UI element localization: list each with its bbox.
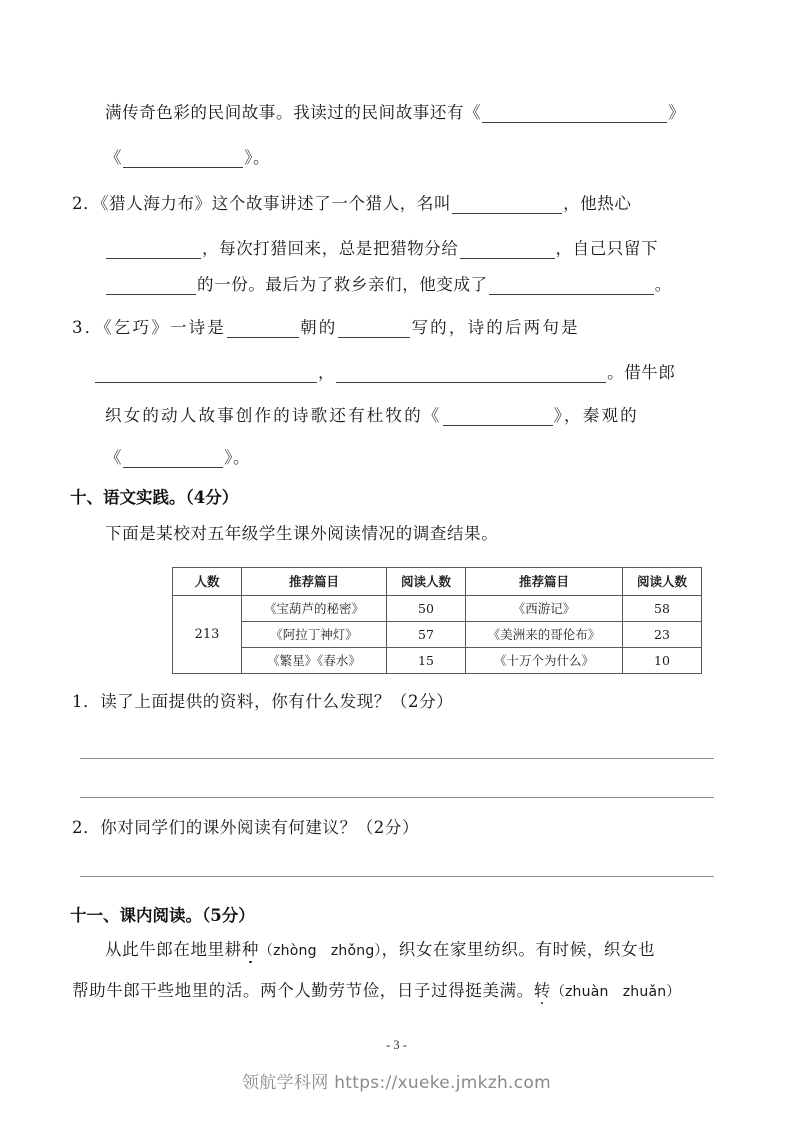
header-cell-title-2: 推荐篇目 <box>466 568 623 596</box>
cell-title-left: 《宝葫芦的秘密》 <box>242 596 387 622</box>
cell-count-left: 57 <box>387 622 466 648</box>
cell-count-right: 58 <box>623 596 702 622</box>
cell-title-right: 《十万个为什么》 <box>466 648 623 674</box>
blank-field[interactable] <box>106 243 201 259</box>
site-watermark: 领航学科网 https://xueke.jmkzh.com <box>242 1073 551 1093</box>
section-ten-question-1-text: 读了上面提供的资料，你有什么发现？（2分） <box>100 692 454 711</box>
question-2-seg2: ，他热心 <box>563 194 632 213</box>
question-2-line-2 <box>105 239 658 259</box>
pinyin-zhuan: （zhuàn zhuǎn） <box>550 984 681 1000</box>
question-3-line-4 <box>105 448 250 468</box>
answer-rule[interactable] <box>80 758 714 759</box>
question-2-seg1: 《猎人海力布》这个故事讲述了一个猎人，名叫 <box>100 194 452 213</box>
question-3-number: 3． <box>72 318 104 337</box>
blank-field[interactable] <box>338 322 410 338</box>
blank-field[interactable] <box>460 243 555 259</box>
passage-line-1 <box>105 940 655 961</box>
carryover-line-2-suffix: 》。 <box>244 148 271 167</box>
blank-field[interactable] <box>482 107 667 123</box>
carryover-line-2 <box>105 148 270 168</box>
blank-field[interactable] <box>227 322 299 338</box>
passage-line-1-text-a: 从此牛郎在地里耕 <box>105 940 242 959</box>
question-2-line-3 <box>105 275 672 295</box>
section-ten-question-2-text: 你对同学们的课外阅读有何建议？（2分） <box>100 818 420 837</box>
reading-survey-table <box>172 567 702 674</box>
carryover-line-1 <box>105 103 685 123</box>
cell-title-left: 《繁星》《春水》 <box>242 648 387 674</box>
carryover-line-1-suffix: 》 <box>668 103 686 122</box>
cell-title-left: 《阿拉丁神灯》 <box>242 622 387 648</box>
blank-field[interactable] <box>123 452 223 468</box>
table-row <box>173 648 702 674</box>
question-3-line-2 <box>94 363 676 383</box>
question-2-seg4: ，自己只留下 <box>555 239 659 258</box>
section-ten-question-1-number: 1． <box>72 692 101 711</box>
cell-total-count: 213 <box>173 596 242 674</box>
cell-title-right: 《西游记》 <box>466 596 623 622</box>
page-number: - 3 - <box>386 1038 407 1052</box>
section-ten-question-1 <box>72 692 453 712</box>
cell-count-left: 15 <box>387 648 466 674</box>
question-3-seg9: 》。 <box>224 448 251 467</box>
section-eleven-heading: 十一、课内阅读。（5分） <box>70 906 255 925</box>
section-ten-question-2-number: 2． <box>72 818 101 837</box>
blank-field[interactable] <box>123 152 243 168</box>
answer-rule[interactable] <box>80 876 714 877</box>
blank-field[interactable] <box>106 279 196 295</box>
table-row <box>173 622 702 648</box>
header-cell-title-1: 推荐篇目 <box>242 568 387 596</box>
polyphonic-char-zhuan: 转 <box>533 981 551 1000</box>
blank-field[interactable] <box>95 367 317 383</box>
blank-field[interactable] <box>489 279 654 295</box>
cell-count-left: 50 <box>387 596 466 622</box>
question-3-seg2: 朝的 <box>300 318 338 337</box>
question-2-number: 2． <box>72 194 101 213</box>
cell-title-right: 《美洲来的哥伦布》 <box>466 622 623 648</box>
table-row <box>173 596 702 622</box>
question-3-seg3: 写的，诗的后两句是 <box>411 318 580 337</box>
question-2-seg6: 。 <box>654 275 672 294</box>
carryover-line-1-text: 满传奇色彩的民间故事。我读过的民间故事还有《 <box>105 103 482 122</box>
question-3-seg8: 《 <box>105 448 123 467</box>
section-ten-heading: 十、语文实践。（4分） <box>70 488 239 507</box>
section-ten-question-2 <box>72 818 419 838</box>
table-header-row <box>173 568 702 596</box>
pinyin-zhong: （zhòng zhǒng） <box>258 943 382 959</box>
blank-field[interactable] <box>452 198 562 214</box>
header-cell-count: 人数 <box>173 568 242 596</box>
cell-count-right: 23 <box>623 622 702 648</box>
question-3-seg1: 《乞巧》一诗是 <box>103 318 227 337</box>
question-3-seg6: 织女的动人故事创作的诗歌还有杜牧的《 <box>105 406 442 425</box>
question-2-seg5: 的一份。最后为了救乡亲们，他变成了 <box>197 275 488 294</box>
section-ten-intro: 下面是某校对五年级学生课外阅读情况的调查结果。 <box>105 524 499 543</box>
question-3-line-1 <box>72 318 580 338</box>
blank-field[interactable] <box>336 367 606 383</box>
question-2-line-1 <box>72 194 631 214</box>
passage-line-2-text-a: 帮助牛郎干些地里的活。两个人勤劳节俭，日子过得挺美满。 <box>72 981 534 1000</box>
question-2-seg3: ，每次打猎回来，总是把猎物分给 <box>202 239 459 258</box>
question-3-seg5: 。借牛郎 <box>607 363 676 382</box>
answer-rule[interactable] <box>80 797 714 798</box>
question-3-line-3 <box>105 406 639 426</box>
header-cell-read-2: 阅读人数 <box>623 568 702 596</box>
carryover-line-2-prefix: 《 <box>105 148 123 167</box>
blank-field[interactable] <box>443 410 553 426</box>
polyphonic-char-zhong: 种 <box>241 940 259 959</box>
passage-line-2 <box>72 981 681 1002</box>
header-cell-read-1: 阅读人数 <box>387 568 466 596</box>
cell-count-right: 10 <box>623 648 702 674</box>
question-3-seg7: 》，秦观的 <box>553 406 639 425</box>
question-3-seg4: ， <box>318 363 336 382</box>
passage-line-1-text-b: ，织女在家里纺织。有时候，织女也 <box>381 940 656 959</box>
